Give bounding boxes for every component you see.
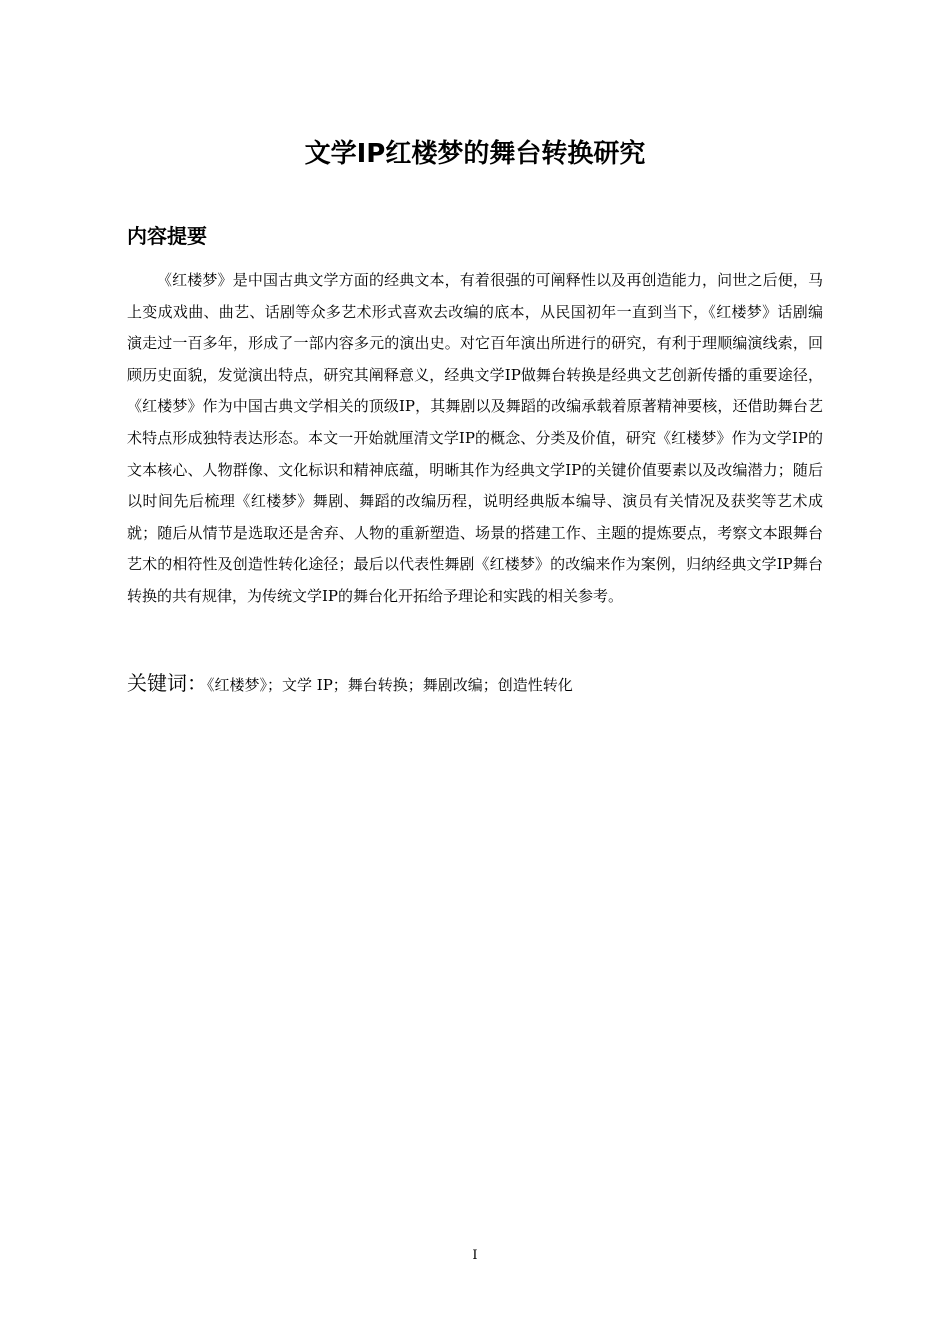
keywords-line xyxy=(127,667,573,701)
abstract-paragraph: 《红楼梦》是中国古典文学方面的经典文本，有着很强的可阐释性以及再创造能力，问世之后便，马上变成戏曲、曲艺、话剧等众多艺术形式喜欢去改编的底本，从民国初年一直到当下，《红楼梦》话剧编演走过一百多年，形成了一部内容多元的演出史。对它百年演出所进行的研究，有利于理顺编演线索，回顾历史面貌，发觉演出特点，研究其阐释意义，经典文学IP做舞台转换是经典文艺创新传播的重要途径，《红楼梦》作为中国古典文学相关的顶级IP，其舞剧以及舞蹈的改编承载着原著精神要核，还借助舞台艺术特点形成独特表达形态。本文一开始就厘清文学IP的概念、分类及价值，研究《红楼梦》作为文学IP的文本核心、人物群像、文化标识和精神底蕴，明晰其作为经典文学IP的关键价值要素以及改编潜力；随后以时间先后梳理《红楼梦》舞剧、舞蹈的改编历程，说明经典版本编导、演员有关情况及获奖等艺术成就；随后从情节是选取还是舍弃、人物的重新塑造、场景的搭建工作、主题的提炼要点，考察文本跟舞台艺术的相符性及创造性转化途径；最后以代表性舞剧《红楼梦》的改编来作为案例，归纳经典文学IP舞台转换的共有规律，为传统文学IP的舞台化开拓给予理论和实践的相关参考。 xyxy=(127,271,823,605)
keywords-label: 关键词： xyxy=(127,671,207,695)
keywords-text: 《红楼梦》；文学 IP；舞台转换；舞剧改编；创造性转化 xyxy=(207,676,573,694)
document-title: 文学IP红楼梦的舞台转换研究 xyxy=(304,139,646,169)
abstract-heading: 内容提要 xyxy=(127,224,207,248)
page-number: I xyxy=(472,1248,478,1263)
